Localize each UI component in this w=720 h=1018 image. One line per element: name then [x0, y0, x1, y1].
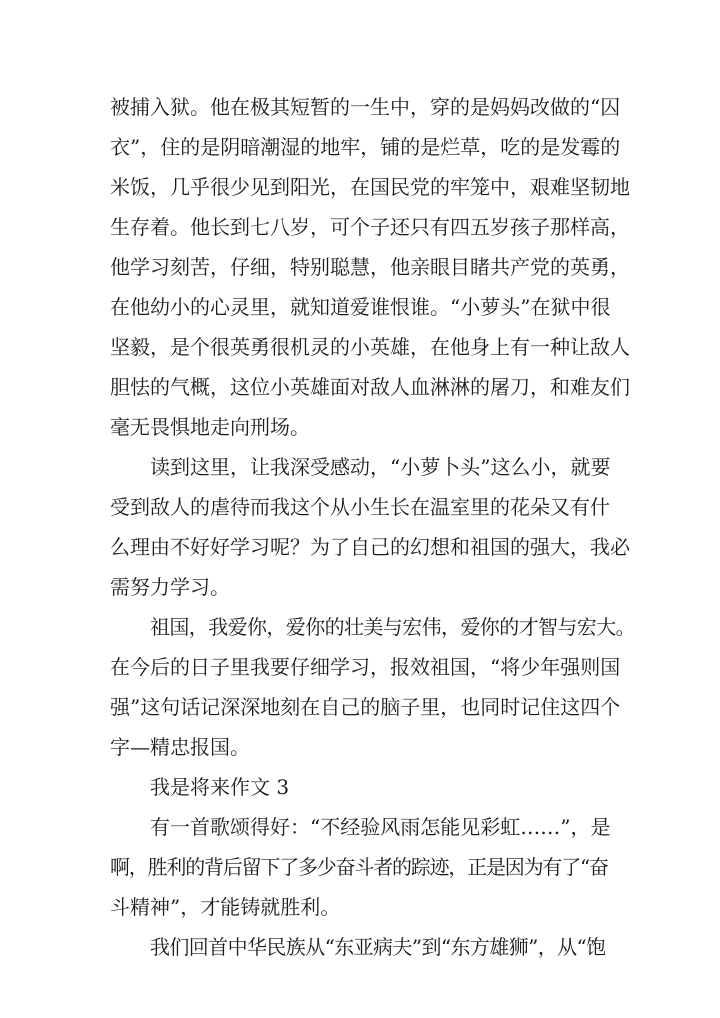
text-line: 衣”，住的是阴暗潮湿的地牢，铺的是烂草，吃的是发霉的 — [110, 135, 621, 159]
text-line: 祖国，我爱你，爱你的壮美与宏伟，爱你的才智与宏大。 — [150, 615, 635, 639]
paragraph — [110, 807, 610, 927]
paragraph — [110, 607, 635, 767]
text-line: 受到敌人的虐待而我这个从小生长在温室里的花朵又有什 — [110, 495, 610, 519]
text-line: 需努力学习。 — [110, 575, 230, 599]
text-line: 胆怯的气概，这位小英雄面对敌人血淋淋的屠刀，和难友们 — [110, 375, 630, 399]
text-line: 他学习刻苦，仔细，特别聪慧，他亲眼目睹共产党的英勇， — [110, 255, 630, 279]
text-line: 斗精神”，才能铸就胜利。 — [110, 895, 341, 919]
text-line: 在他幼小的心灵里，就知道爱谁恨谁。“小萝头”在狱中很 — [110, 295, 611, 319]
text-line: 生存着。他长到七八岁，可个子还只有四五岁孩子那样高， — [110, 215, 630, 239]
document-body — [110, 87, 635, 967]
text-line: 坚毅，是个很英勇很机灵的小英雄，在他身上有一种让敌人 — [110, 335, 630, 359]
text-line: 在今后的日子里我要仔细学习，报效祖国，“将少年强则国 — [110, 655, 621, 679]
section-heading: 我是将来作文 3 — [150, 775, 290, 799]
text-line: 啊，胜利的背后留下了多少奋斗者的踪迹，正是因为有了“奋 — [110, 855, 608, 879]
text-line: 字—精忠报国。 — [110, 735, 250, 759]
text-line: 强”这句话记深深地刻在自己的脑子里，也同时记住这四个 — [110, 695, 621, 719]
text-line: 米饭，几乎很少见到阳光，在国民党的牢笼中，艰难坚韧地 — [110, 175, 630, 199]
text-line: 有一首歌颂得好：“不经验风雨怎能见彩虹……”，是 — [150, 815, 611, 839]
text-line: 毫无畏惧地走向刑场。 — [110, 415, 310, 439]
text-line: 我们回首中华民族从“东亚病夫”到“东方雄狮”，从“饱 — [150, 935, 606, 959]
text-line: 么理由不好好学习呢？为了自己的幻想和祖国的强大，我必 — [110, 535, 630, 559]
text-line: 被捕入狱。他在极其短暂的一生中，穿的是妈妈改做的“囚 — [110, 95, 621, 119]
text-line: 读到这里，让我深受感动，“小萝卜头”这么小，就要 — [150, 455, 611, 479]
paragraph — [110, 927, 610, 967]
paragraph — [110, 87, 630, 447]
paragraph — [110, 447, 630, 607]
